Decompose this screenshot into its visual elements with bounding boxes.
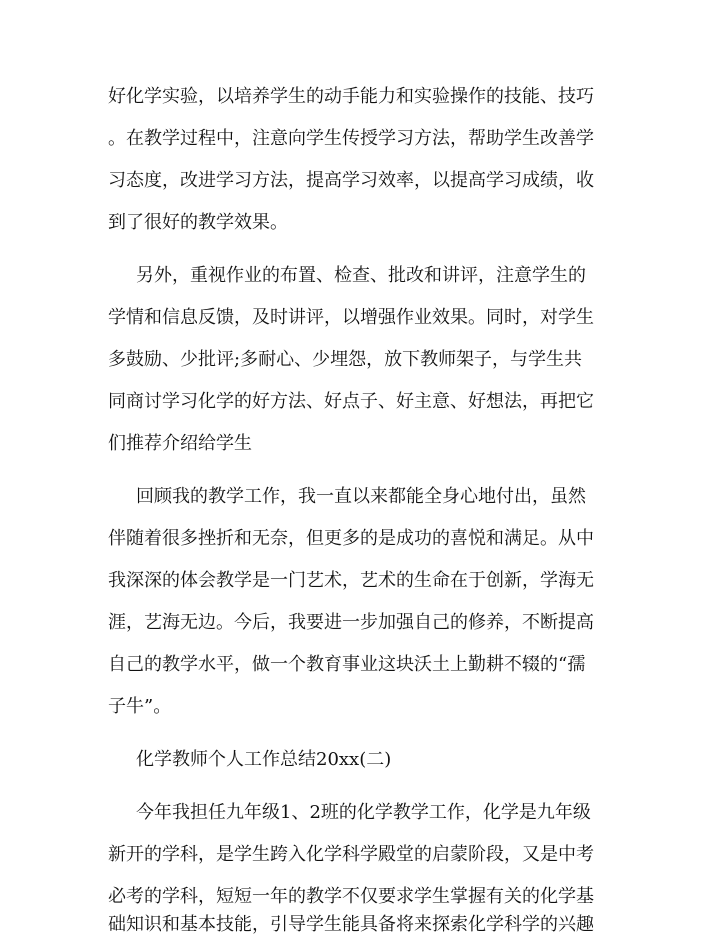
paragraph-3-line-2: 伴随着很多挫折和无奈，但更多的是成功的喜悦和满足。从中 <box>108 528 594 549</box>
section-heading: 化学教师个人工作总结20xx(二) <box>136 749 392 770</box>
paragraph-2-line-2: 学情和信息反馈，及时讲评，以增强作业效果。同时，对学生 <box>108 307 594 328</box>
paragraph-4-line-1: 今年我担任九年级1、2班的化学教学工作，化学是九年级 <box>136 802 591 823</box>
paragraph-4-line-3: 必考的学科，短短一年的教学不仅要求学生掌握有关的化学基 <box>108 886 594 907</box>
paragraph-3-line-3: 我深深的体会教学是一门艺术，艺术的生命在于创新，学海无 <box>108 570 594 591</box>
paragraph-3-line-5: 自己的教学水平，做一个教育事业这块沃土上勤耕不辍的“孺 <box>108 654 586 675</box>
paragraph-4-line-4: 础知识和基本技能，引导学生能具备将来探索化学科学的兴趣 <box>108 914 594 935</box>
paragraph-1-line-1: 好化学实验，以培养学生的动手能力和实验操作的技能、技巧 <box>108 86 594 107</box>
paragraph-2-line-3: 多鼓励、少批评;多耐心、少埋怨，放下教师架子，与学生共 <box>108 349 583 370</box>
paragraph-3-line-6: 子牛”。 <box>108 696 172 717</box>
paragraph-3-line-4: 涯，艺海无边。今后，我要进一步加强自己的修养，不断提高 <box>108 612 594 633</box>
paragraph-4-line-2: 新开的学科，是学生跨入化学科学殿堂的启蒙阶段，又是中考 <box>108 844 594 865</box>
paragraph-1-line-2: 。在教学过程中，注意向学生传授学习方法，帮助学生改善学 <box>108 128 594 149</box>
paragraph-1-line-3: 习态度，改进学习方法，提高学习效率，以提高学习成绩，收 <box>108 170 594 191</box>
paragraph-2-line-4: 同商讨学习化学的好方法、好点子、好主意、好想法，再把它 <box>108 391 594 412</box>
paragraph-2-line-1: 另外，重视作业的布置、检查、批改和讲评，注意学生的 <box>136 265 586 286</box>
paragraph-3-line-1: 回顾我的教学工作，我一直以来都能全身心地付出，虽然 <box>136 486 586 507</box>
paragraph-1-line-4: 到了很好的教学效果。 <box>108 212 288 233</box>
paragraph-2-line-5: 们推荐介绍给学生 <box>108 433 252 454</box>
